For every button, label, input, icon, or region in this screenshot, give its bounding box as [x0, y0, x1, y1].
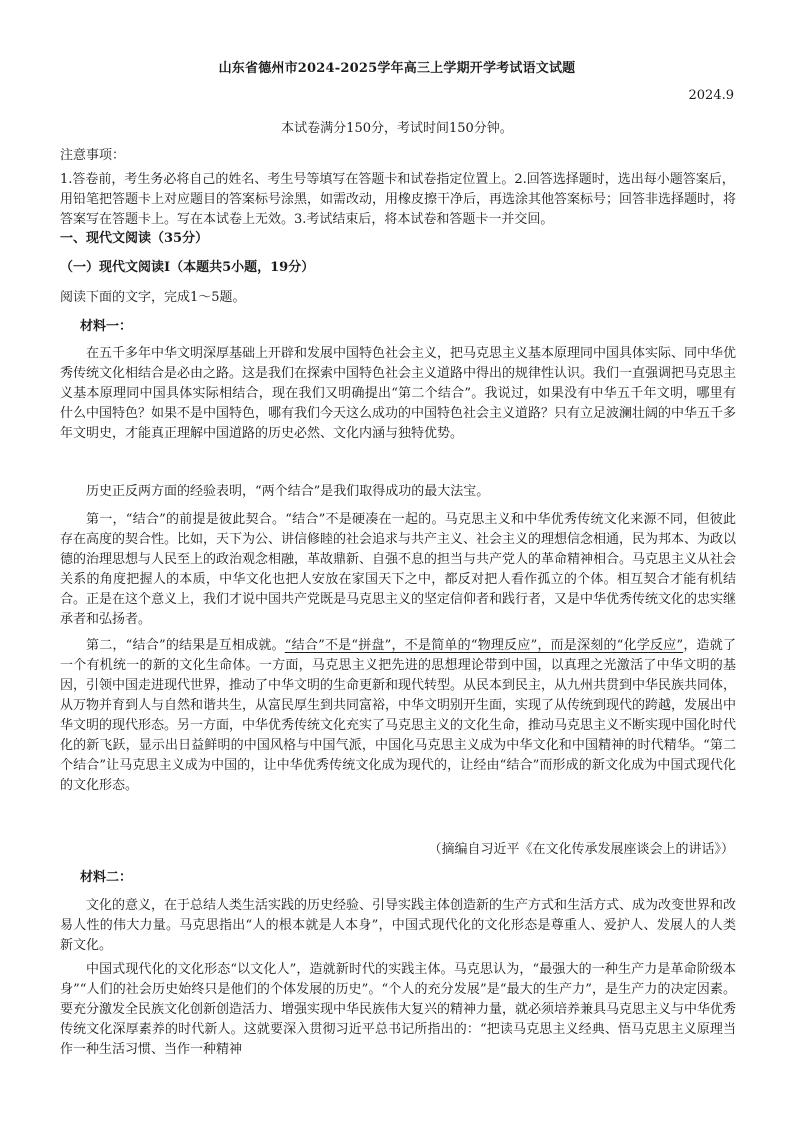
- material-one-source: （摘编自习近平《在文化传承发展座谈会上的讲话》）: [428, 842, 734, 857]
- material-one-paragraph-4: [60, 636, 736, 796]
- underlined-sentence: “结合”不是“拼盘”，不是简单的“物理反应”，而是深刻的“化学反应”: [284, 638, 684, 653]
- section-heading: 一、现代文阅读（35分）: [60, 231, 209, 246]
- material-one-label: 材料一：: [80, 319, 133, 334]
- exam-subtitle: 本试卷满分150分，考试时间150分钟。: [281, 121, 513, 136]
- material-two-paragraph-2: 中国式现代化的文化形态“以文化人”，造就新时代的实践主体。马克思认为，“最强大的一种生产力是革命阶级本身”“人们的社会历史始终只是他们的个体发展的历史”。“个人的充分发展”是“最大的生产力”，是生产力的决定因素。要充分激发全民族文化创新创造活力、增强实现中华民族伟大复兴的精神力量，就必须培养兼具马克思主义与中华优秀传统文化深厚素养的时代新人。这就要深入贯彻习近平总书记所指出的：“把读马克思主义经典、悟马克思主义原理当作一种生活习惯、当作一种精神: [60, 962, 737, 1057]
- reading-instruction: 阅读下面的文字，完成1～5题。: [60, 290, 246, 305]
- material-one-paragraph-2: 历史正反两方面的经验表明，“两个结合”是我们取得成功的最大法宝。: [86, 484, 490, 499]
- exam-date: 2024.9: [688, 88, 734, 103]
- subsection-heading: （一）现代文阅读Ⅰ（本题共5小题，19分）: [60, 260, 315, 275]
- material-two-paragraph-1: 文化的意义，在于总结人类生活实践的历史经验、引导实践主体创造新的生产方式和生活方式、成为改变世界和改易人性的伟大力量。马克思指出“人的根本就是人本身”，中国式现代化的文化形态是尊重人、爱护人、发展人的人类新文化。: [60, 898, 737, 953]
- material-one-paragraph-1: 在五千多年中华文明深厚基础上开辟和发展中国特色社会主义，把马克思主义基本原理同中国具体实际、同中华优秀传统文化相结合是必由之路。这是我们在探索中国特色社会主义道路中得出的规律性认识。我们一直强调把马克思主义基本原理同中国具体实际相结合，现在我们又明确提出“第二个结合”。我说过，如果没有中华五千年文明，哪里有什么中国特色？如果不是中国特色，哪有我们今天这么成功的中国特色社会主义道路？只有立足波澜壮阔的中华五千多年文明史，才能真正理解中国道路的历史必然、文化内涵与独特优势。: [60, 346, 737, 441]
- notice-body: 1.答卷前，考生务必将自己的姓名、考生号等填写在答题卡和试卷指定位置上。2.回答选择题时，选出每小题答案后，用铅笔把答题卡上对应题目的答案标号涂黑，如需改动，用橡皮擦干净后，再选涂其他答案标号；回答非选择题时，将答案写在答题卡上。写在本试卷上无效。3.考试结束后，将本试卷和答题卡一并交回。: [60, 172, 737, 227]
- material-one-paragraph-3: 第一，“结合”的前提是彼此契合。“结合”不是硬凑在一起的。马克思主义和中华优秀传统文化来源不同，但彼此存在高度的契合性。比如，天下为公、讲信修睦的社会追求与共产主义、社会主义的理想信念相通，民为邦本、为政以德的治理思想与人民至上的政治观念相融，革故鼎新、自强不息的担当与共产党人的革命精神相合。马克思主义从社会关系的角度把握人的本质，中华文化也把人安放在家国天下之中，都反对把人看作孤立的个体。相互契合才能有机结合。正是在这个意义上，我们才说中国共产党既是马克思主义的坚定信仰者和践行者，又是中华优秀传统文化的忠实继承者和弘扬者。: [60, 512, 737, 627]
- exam-title: 山东省德州市2024-2025学年高三上学期开学考试语文试题: [218, 61, 576, 76]
- notice-heading: 注意事项：: [60, 148, 126, 163]
- material-two-label: 材料二：: [80, 870, 133, 885]
- paragraph-4-rest: ，造就了一个有机统一的新的文化生命体。一方面，马克思主义把先进的思想理论带到中国，以真理之光激活了中华文明的基因，引领中国走进现代世界，推动了中华文明的生命更新和现代转型。从民本到民主，从九州共贯到中华民族共同体，从万物并育到人与自然和谐共生，从富民厚生到共同富裕，中华文明别开生面，实现了从传统到现代的跨越，发展出中华文明的现代形态。另一方面，中华优秀传统文化充实了马克思主义的文化生命，推动马克思主义不断实现中国化时代化的新飞跃，显示出日益鲜明的中国风格与中国气派，中国化马克思主义成为中华文化和中国精神的时代精华。“第二个结合”让马克思主义成为中国的，让中华优秀传统文化成为现代的，让经由“结合”而形成的新文化成为中国式现代化的文化形态。: [60, 638, 737, 793]
- paragraph-4-lead: 第二，“结合”的结果是互相成就。: [86, 638, 285, 653]
